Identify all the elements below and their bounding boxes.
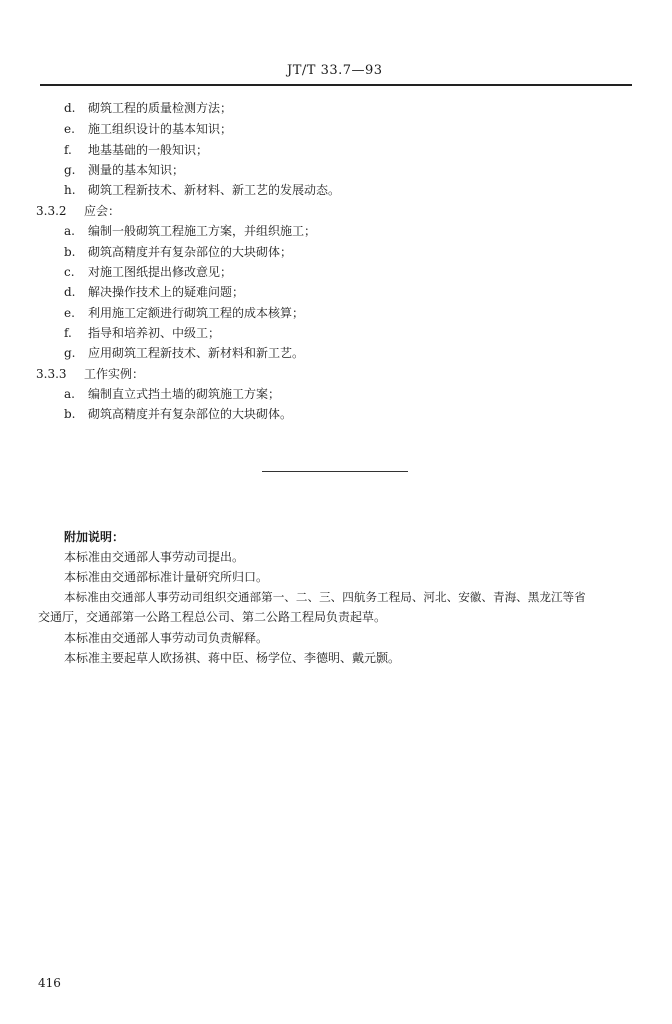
item-text: 指导和培养初、中级工； <box>88 326 221 340</box>
item-text: 施工组织设计的基本知识； <box>88 122 233 136</box>
item-label: g. <box>64 163 76 177</box>
section-number: 3.3.3 <box>36 367 67 381</box>
item-label: d. <box>64 101 76 115</box>
item-label: a. <box>64 224 75 238</box>
item-label: b. <box>64 245 76 259</box>
item-text: 编制直立式挡土墙的砌筑施工方案； <box>88 387 281 401</box>
notes-title: 附加说明： <box>64 530 125 544</box>
item-text: 砌筑工程的质量检测方法； <box>88 101 233 115</box>
item-text: 应用砌筑工程新技术、新材料和新工艺。 <box>88 346 305 360</box>
item-label: d. <box>64 285 76 299</box>
item-label: a. <box>64 387 75 401</box>
standard-code: JT/T 33.7—93 <box>287 63 383 78</box>
section-number: 3.3.2 <box>36 204 67 218</box>
note-line: 本标准由交通部人事劳动司负责解释。 <box>64 631 269 645</box>
item-label: g. <box>64 346 76 360</box>
item-text: 解决操作技术上的疑难问题； <box>88 285 245 299</box>
item-label: e. <box>64 306 75 320</box>
item-text: 利用施工定额进行砌筑工程的成本核算； <box>88 306 305 320</box>
item-text: 砌筑高精度并有复杂部位的大块砌体。 <box>88 407 293 421</box>
item-label: f. <box>64 143 72 157</box>
item-text: 砌筑高精度并有复杂部位的大块砌体； <box>88 245 293 259</box>
note-line: 本标准由交通部人事劳动司组织交通部第一、二、三、四航务工程局、河北、安徽、青海、黑龙江等省 <box>64 590 586 604</box>
page-number: 416 <box>38 976 61 990</box>
note-line: 本标准由交通部人事劳动司提出。 <box>64 550 245 564</box>
item-text: 测量的基本知识； <box>88 163 185 177</box>
header-rule <box>40 84 632 86</box>
item-label: h. <box>64 183 76 197</box>
note-line: 本标准主要起草人欧扬祺、蒋中臣、杨学位、李德明、戴元颢。 <box>64 651 401 665</box>
section-title: 应会： <box>84 204 121 218</box>
note-line: 交通厅，交通部第一公路工程总公司、第二公路工程局负责起草。 <box>38 610 387 624</box>
item-label: c. <box>64 265 75 279</box>
section-title: 工作实例： <box>84 367 145 381</box>
section-divider <box>262 471 408 472</box>
item-text: 对施工图纸提出修改意见； <box>88 265 233 279</box>
item-text: 砌筑工程新技术、新材料、新工艺的发展动态。 <box>88 183 341 197</box>
note-line: 本标准由交通部标准计量研究所归口。 <box>64 570 269 584</box>
item-label: b. <box>64 407 76 421</box>
item-text: 地基基础的一般知识； <box>88 143 209 157</box>
item-label: f. <box>64 326 72 340</box>
item-text: 编制一般砌筑工程施工方案，并组织施工； <box>88 224 317 238</box>
item-label: e. <box>64 122 75 136</box>
